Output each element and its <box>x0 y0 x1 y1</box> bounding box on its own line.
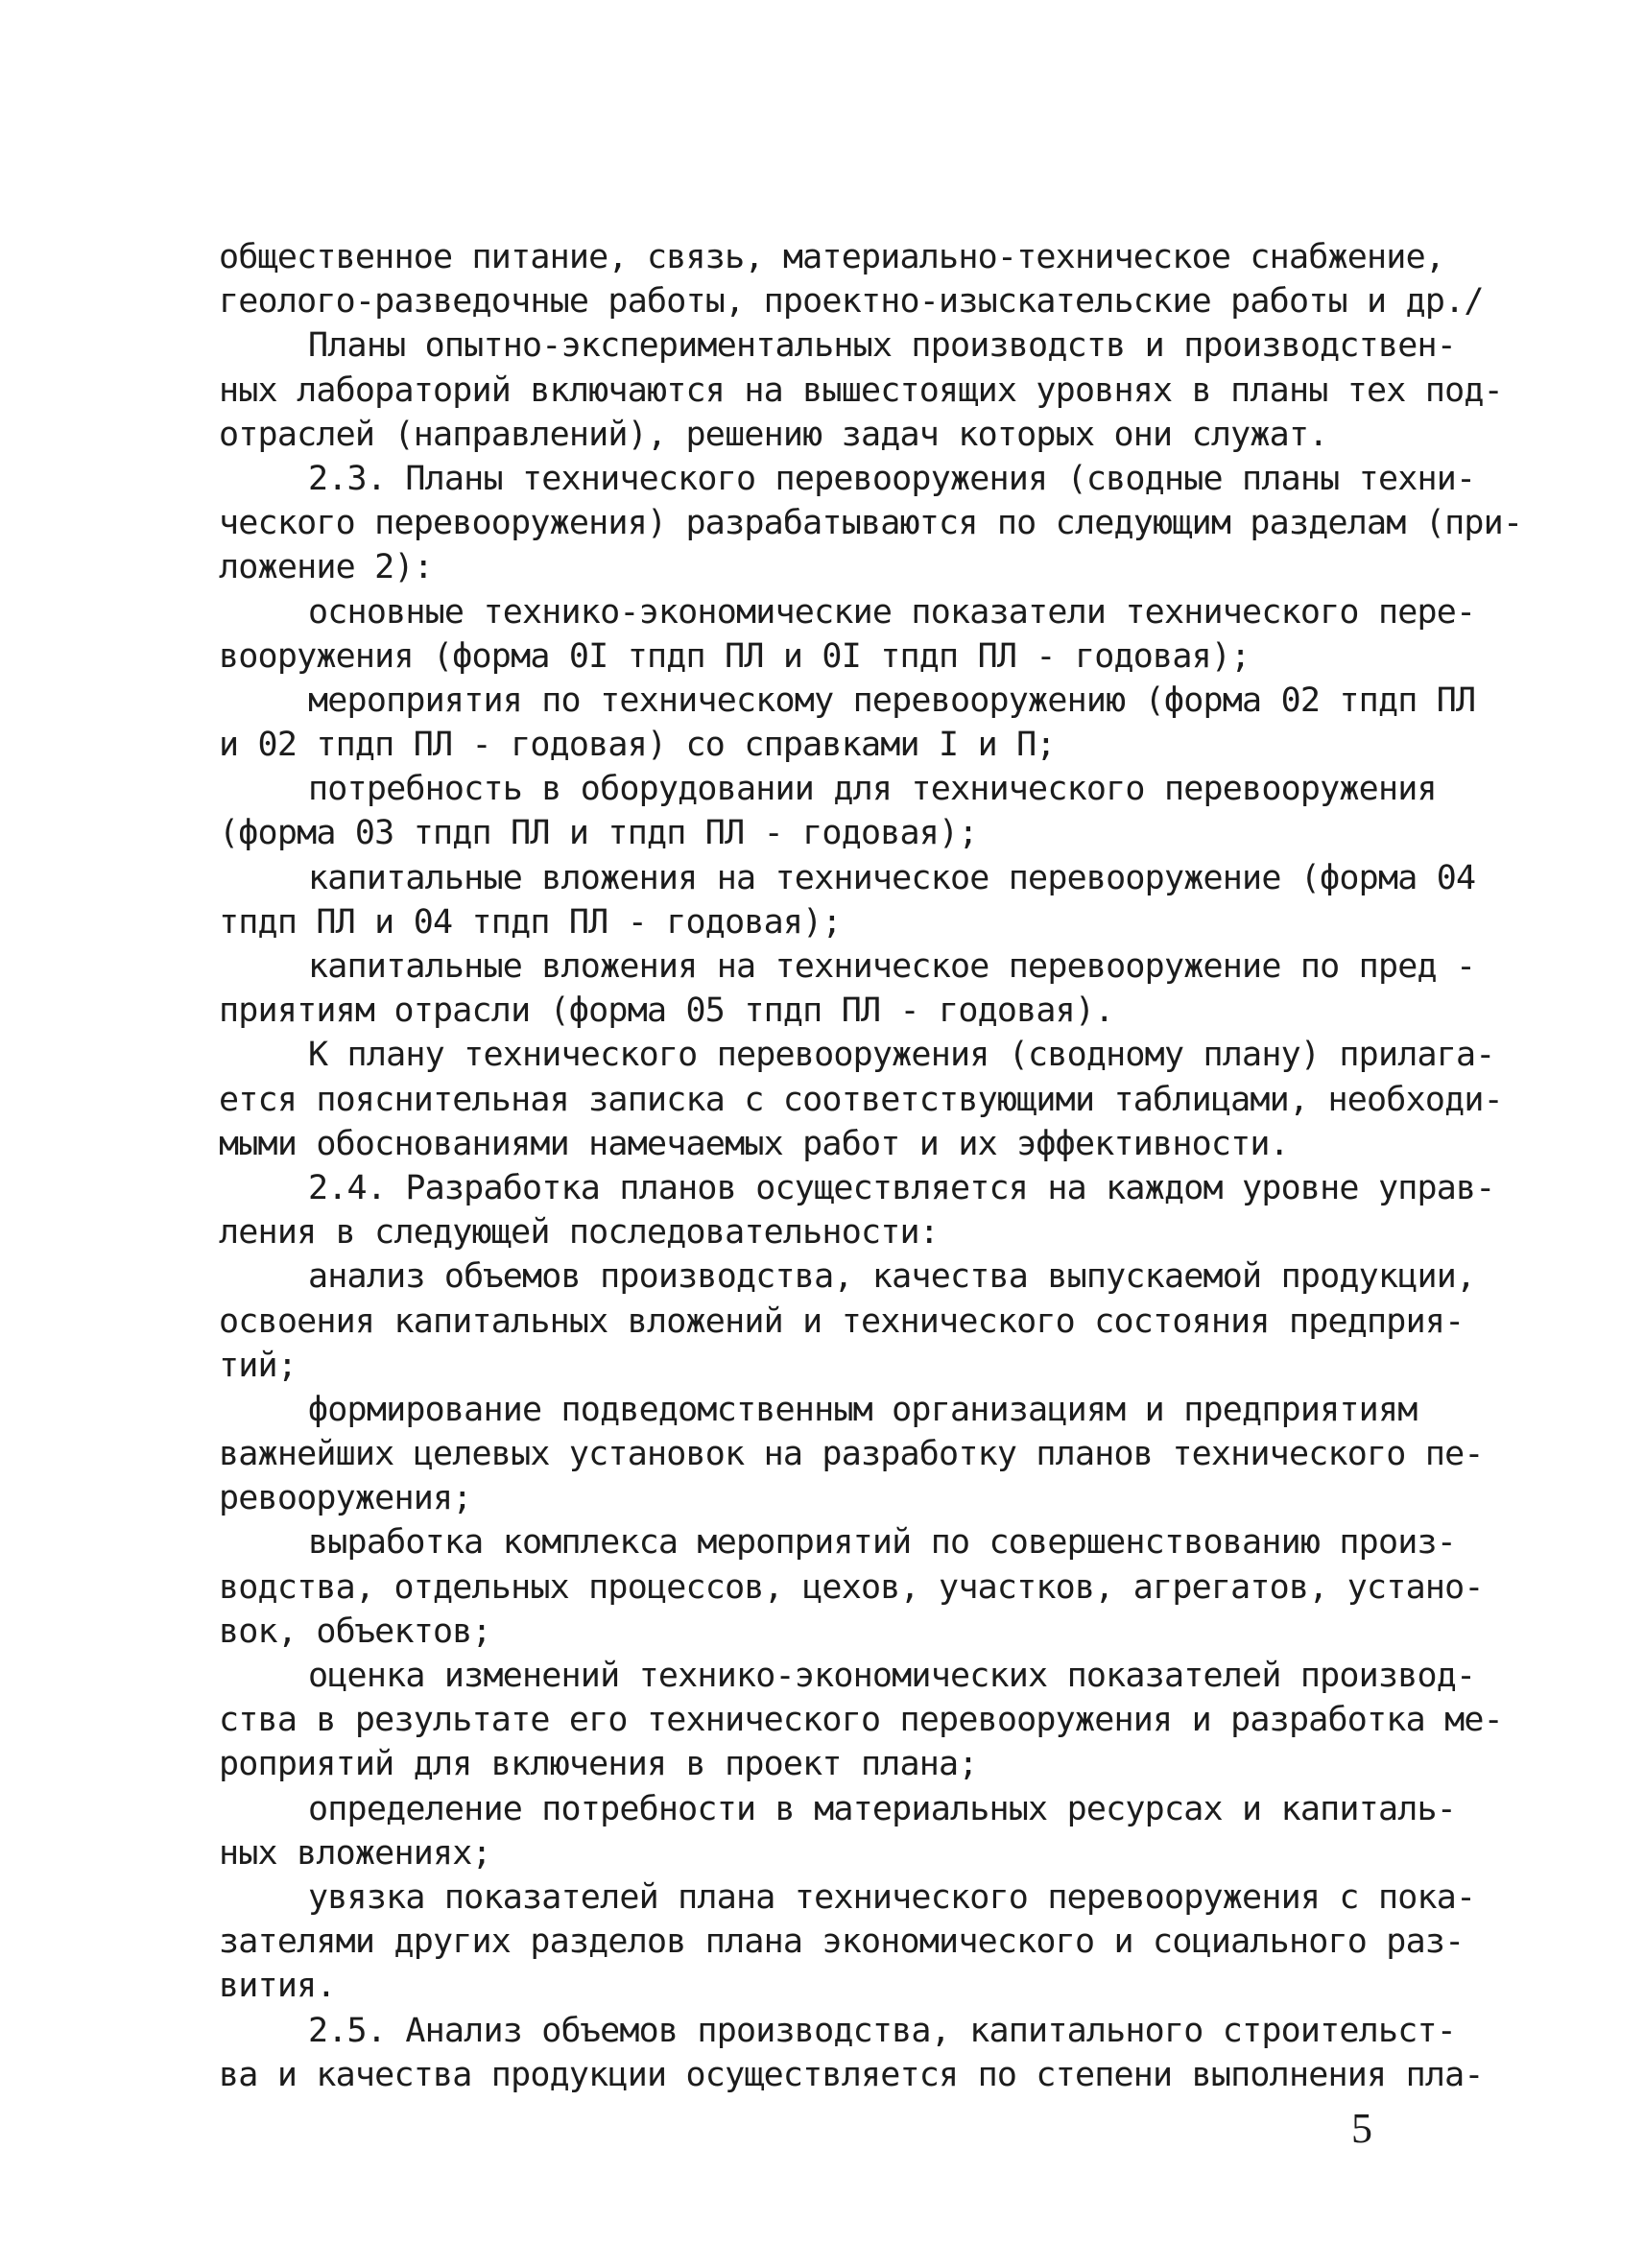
text-line: определение потребности в материальных ресурсах и капиталь- <box>308 1789 1457 1828</box>
text-line: увязка показателей плана технического перевооружения с пока- <box>308 1877 1476 1917</box>
text-line: основные технико-экономические показатели технического пере- <box>308 592 1476 632</box>
text-line: вооружения (форма 0I тпдп ПЛ и 0I тпдп ПЛ - годовая); <box>219 636 1251 676</box>
text-line: мероприятия по техническому перевооружению (форма 02 тпдп ПЛ <box>308 680 1476 720</box>
text-line: вития. <box>219 1967 336 2006</box>
text-line: геолого-разведочные работы, проектно-изыскательские работы и др./ <box>219 282 1484 322</box>
text-line: выработка комплекса мероприятий по совершенствованию произ- <box>308 1523 1457 1563</box>
text-line: ства в результате его технического перевооружения и разработка ме- <box>219 1701 1503 1740</box>
text-line: капитальные вложения на техническое перевооружение по пред - <box>308 947 1476 986</box>
text-line: роприятий для включения в проект плана; <box>219 1745 978 1784</box>
text-line: водства, отдельных процессов, цехов, участков, агрегатов, устано- <box>219 1567 1484 1607</box>
text-line: К плану технического перевооружения (сводному плану) прилага- <box>308 1036 1495 1075</box>
text-line: зателями других разделов плана экономического и социального раз- <box>219 1922 1465 1962</box>
text-line: анализ объемов производства, качества выпускаемой продукции, <box>308 1257 1476 1297</box>
text-line: 2.5. Анализ объемов производства, капитального строительст- <box>308 2011 1457 2050</box>
text-line: ложение 2): <box>219 548 433 587</box>
text-line: потребность в оборудовании для технического перевооружения <box>308 770 1437 809</box>
text-line: Планы опытно-экспериментальных производств и производствен- <box>308 326 1457 366</box>
text-line: и 02 тпдп ПЛ - годовая) со справками I и П; <box>219 726 1056 765</box>
text-line: ется пояснительная записка с соответствующими таблицами, необходи- <box>219 1080 1503 1119</box>
text-line: освоения капитальных вложений и технического состояния предприя- <box>219 1301 1465 1341</box>
text-line: капитальные вложения на техническое перевооружение (форма 04 <box>308 858 1476 897</box>
text-line: важнейших целевых установок на разработку планов технического пе- <box>219 1435 1484 1474</box>
text-line: формирование подведомственным организациям и предприятиям <box>308 1390 1418 1429</box>
text-line: 2.4. Разработка планов осуществляется на каждом уровне управ- <box>308 1168 1495 1207</box>
text-line: тпдп ПЛ и 04 тпдп ПЛ - годовая); <box>219 902 842 942</box>
text-line: приятиям отрасли (форма 05 тпдп ПЛ - годовая). <box>219 991 1114 1031</box>
text-line: отраслей (направлений), решению задач которых они служат. <box>219 415 1328 454</box>
text-line: ных лабораторий включаются на вышестоящих уровнях в планы тех под- <box>219 370 1503 410</box>
text-line: ческого перевооружения) разрабатываются по следующим разделам (при- <box>219 504 1523 543</box>
text-line: тий; <box>219 1346 298 1385</box>
document-body-text <box>219 235 1523 2097</box>
text-line: ных вложениях; <box>219 1833 491 1873</box>
text-line: вок, объектов; <box>219 1611 491 1651</box>
text-line: (форма 03 тпдп ПЛ и тпдп ПЛ - годовая); <box>219 814 978 853</box>
text-line: мыми обоснованиями намечаемых работ и их эффективности. <box>219 1124 1289 1163</box>
text-line: 2.3. Планы технического перевооружения (сводные планы техни- <box>308 459 1476 498</box>
text-line: оценка изменений технико-экономических показателей производ- <box>308 1657 1476 1695</box>
text-line: ва и качества продукции осуществляется по степени выполнения пла- <box>219 2055 1484 2094</box>
text-line: ревооружения; <box>219 1479 472 1518</box>
page-number: 5 <box>1351 2105 1372 2152</box>
text-line: ления в следующей последовательности: <box>219 1213 940 1253</box>
text-line: общественное питание, связь, материально-техническое снабжение, <box>219 238 1445 276</box>
